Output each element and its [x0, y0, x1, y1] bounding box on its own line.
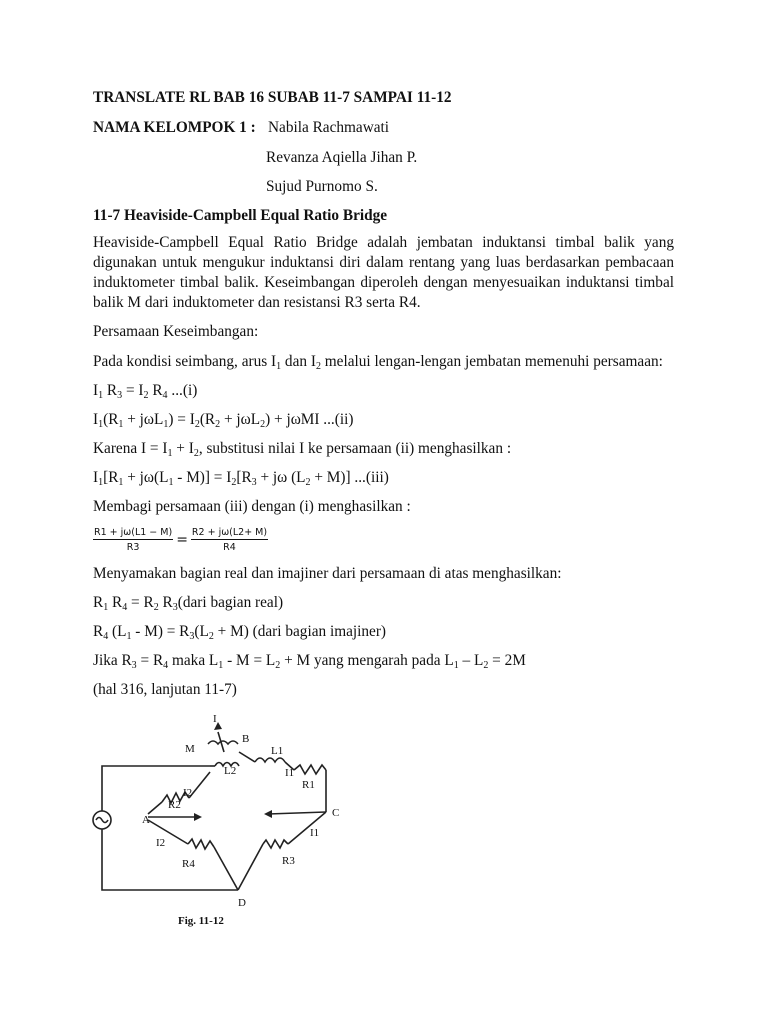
detector-wire-right: [268, 812, 326, 814]
label-D: D: [238, 897, 246, 909]
label-I1-right: I1: [310, 827, 320, 839]
inductor-L1-coil: [255, 758, 285, 762]
resistor-R3: [263, 840, 288, 848]
label-I2-top: I2: [183, 787, 193, 799]
label-B: B: [242, 733, 250, 745]
equation-iii: $I_1[R_1 + j\omega(L_1 - M)] = I_2[R_3 + j\omega$ $(L_2 + M)$] ...(iii): [93, 469, 389, 488]
equation-ii: $I_1(R_1 + j\omega L_1) = I_2(R_2 + j\omega L_2) + j\omega MI$ ...(ii): [93, 411, 354, 430]
label-M: M: [185, 743, 195, 755]
divide-line: Membagi persamaan (iii) dengan (i) menghasilkan :: [93, 498, 411, 515]
fraction-left-numerator: R1 + jω(L1 − M): [94, 527, 173, 538]
mutual-inductor-coil: [208, 741, 238, 744]
fraction-equation: [93, 524, 268, 556]
equation-i: $I_1$ $R_3 = I_2$ $R_4$ ...(i): [93, 382, 198, 401]
member-2: Revanza Aqiella Jihan P.: [266, 149, 418, 166]
label-I1-top: I1: [285, 767, 295, 779]
fraction-left-denominator: R3: [126, 542, 140, 553]
label-L2: L2: [224, 765, 237, 777]
source-loop-wire: [102, 766, 238, 890]
member-1: Nabila Rachmawati: [268, 119, 390, 136]
label-R4: R4: [182, 858, 195, 870]
label-R2: R2: [168, 799, 181, 811]
label-C: C: [332, 807, 340, 819]
balance-heading: Persamaan Keseimbangan:: [93, 323, 259, 340]
fraction-right: [191, 527, 268, 553]
label-R3: R3: [282, 855, 295, 867]
imag-part-equation: $R_4$ $(L_1 - M) = R_3(L_2 + M)$ (dari bagian imajiner): [93, 623, 387, 642]
fraction-right-numerator: R2 + jω(L2+ M): [191, 527, 268, 538]
label-I: I: [213, 713, 217, 725]
label-A: A: [142, 814, 150, 826]
label-I2-left: I2: [156, 837, 166, 849]
arrow-detector-right-icon: [264, 810, 272, 818]
resistor-R4: [188, 839, 214, 849]
label-R1: R1: [302, 779, 315, 791]
fraction-right-denominator: R4: [223, 542, 236, 553]
resistor-R1: [294, 765, 326, 774]
bridge-circuit-figure: [88, 704, 448, 940]
member-3: Sujud Purnomo S.: [266, 178, 378, 195]
arrow-detector-left-icon: [194, 813, 202, 821]
label-L1: L1: [271, 745, 284, 757]
karena-line: Karena $I = I_1 + I_2$, substitusi nilai I ke persamaan (ii) menghasilkan :: [93, 440, 512, 459]
real-part-equation: $R_1$ $R_4 = R_2$ $R_3(dari$ bagian real): [93, 594, 284, 613]
group-label: NAMA KELOMPOK 1 :: [93, 119, 256, 136]
equate-line: Menyamakan bagian real dan imajiner dari persamaan di atas menghasilkan:: [93, 565, 562, 582]
intro-paragraph: Heaviside-Campbell Equal Ratio Bridge adalah jembatan induktansi timbal balik yang digunakan untuk mengukur induktansi diri dalam rentang yang luas berdasarkan pembacaan induktometer timbal balik. Keseimbangan diperoleh dengan menyesuaikan induktansi timbal balik M dari induktometer dan resistansi R3 serta R4.: [93, 234, 674, 311]
continuation-note: (hal 316, lanjutan 11-7): [93, 681, 237, 698]
document-title: TRANSLATE RL BAB 16 SUBAB 11-7 SAMPAI 11-12: [93, 89, 452, 106]
balance-condition: Pada kondisi seimbang, arus $I_1$ dan $I_2$ melalui lengan-lengan jembatan memenuhi persamaan:: [93, 353, 663, 372]
fraction-equals: =: [176, 532, 188, 548]
jika-line: Jika $R_3 = R_4$ maka $L_1 - M = L_2 + M$ yang mengarah pada $L_1 - L_2 = 2M$: [93, 652, 526, 671]
section-heading: 11-7 Heaviside-Campbell Equal Ratio Bridge: [93, 207, 388, 224]
fraction-left: [93, 527, 173, 553]
figure-caption: Fig. 11-12: [178, 915, 224, 927]
